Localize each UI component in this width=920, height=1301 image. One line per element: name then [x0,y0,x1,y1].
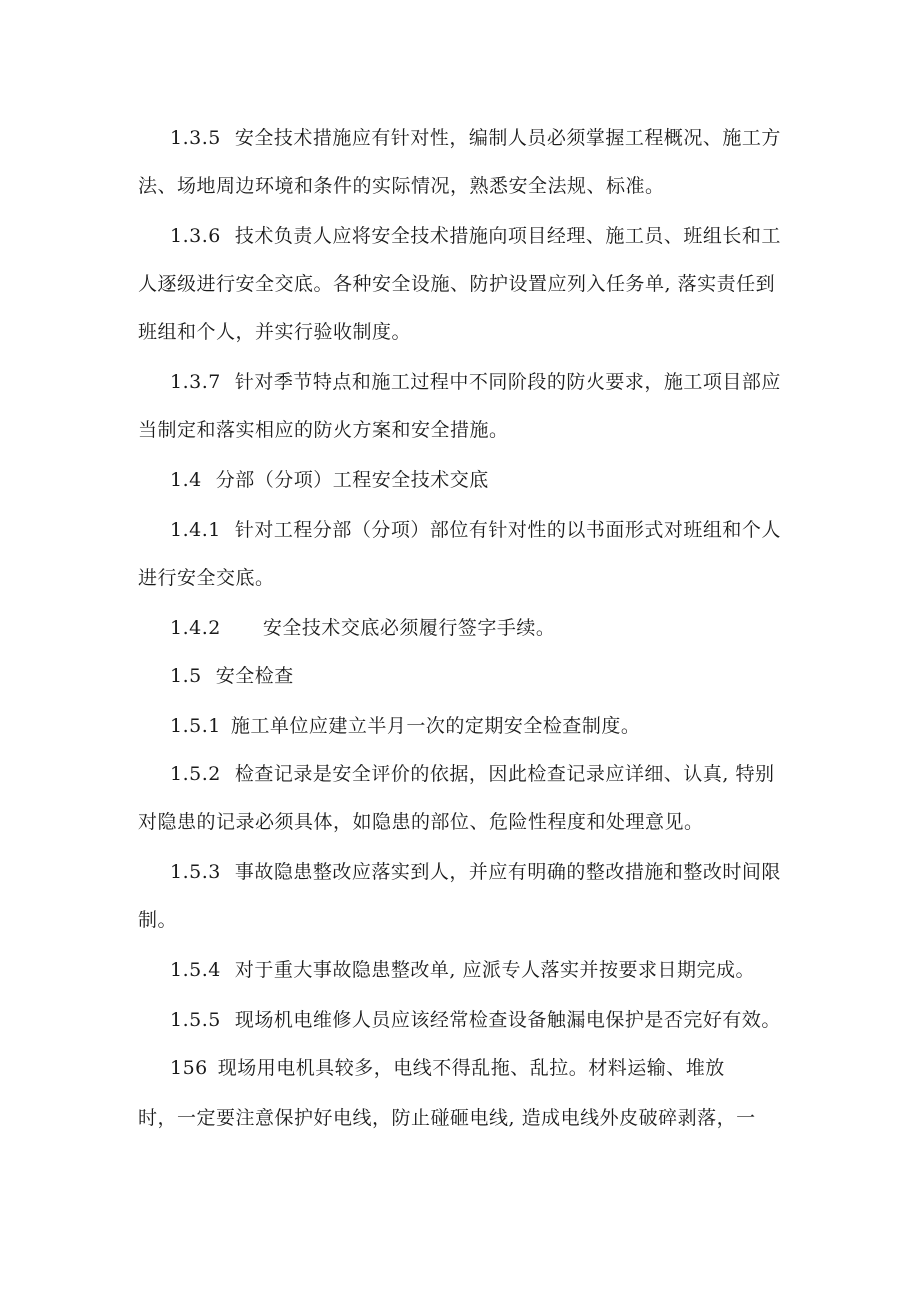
paragraph-line [170,958,755,982]
line-text: 当制定和落实相应的防火方案和安全措施。 [138,419,509,441]
line-text: 对隐患的记录必须具体，如隐患的部位、危险性程度和处理意见。 [138,811,704,833]
paragraph-line [138,418,509,442]
line-text: 制。 [138,909,178,931]
line-text: 现场机电维修人员应该经常检查设备触漏电保护是否完好有效。 [234,1009,781,1031]
paragraph-line [170,616,555,640]
paragraph-line [170,224,781,248]
paragraph-line [170,762,774,786]
line-text: 针对季节特点和施工过程中不同阶段的防火要求，施工项目部应 [234,371,781,393]
paragraph-line [170,370,781,394]
line-text: 现场用电机具较多，电线不得乱拖、乱拉。材料运输、堆放 [217,1057,725,1079]
section-number: 156 [170,1057,208,1079]
paragraph-line [170,1008,781,1032]
paragraph-line [138,174,665,198]
line-text: 时，一定要注意保护好电线，防止碰砸电线, 造成电线外皮破碎剥落，一 [138,1107,756,1129]
section-heading [170,468,489,492]
section-number: 1.4.1 [170,519,221,541]
line-text: 针对工程分部（分项）部位有针对性的以书面形式对班组和个人 [234,519,781,541]
paragraph-line [138,1106,756,1130]
section-number: 1.3.7 [170,371,221,393]
paragraph-line [138,566,275,590]
section-number: 1.5.4 [170,959,221,981]
line-text: 法、场地周边环境和条件的实际情况，熟悉安全法规、标准。 [138,175,665,197]
heading-text: 分部（分项）工程安全技术交底 [215,469,489,491]
line-text: 安全技术措施应有针对性，编制人员必须掌握工程概况、施工方 [234,127,781,149]
line-text: 班组和个人，并实行验收制度。 [138,321,412,343]
section-number: 1.3.6 [170,225,221,247]
line-text: 检查记录是安全评价的依据，因此检查记录应详细、认真, 特别 [234,763,775,785]
paragraph-line [138,908,177,932]
section-number: 1.5.2 [170,763,221,785]
section-number: 1.5.5 [170,1009,221,1031]
section-heading [170,664,294,688]
line-text: 安全技术交底必须履行签字手续。 [262,617,556,639]
section-number: 1.5.1 [170,715,221,737]
paragraph-line [138,320,411,344]
line-text: 技术负责人应将安全技术措施向项目经理、施工员、班组长和工 [234,225,781,247]
paragraph-line [138,272,775,296]
paragraph-line [170,518,781,542]
section-number: 1.5.3 [170,861,221,883]
line-text: 对于重大事故隐患整改单, 应派专人落实并按要求日期完成。 [234,959,755,981]
line-text: 事故隐患整改应落实到人，并应有明确的整改措施和整改时间限 [234,861,781,883]
line-text: 进行安全交底。 [138,567,275,589]
section-number: 1.3.5 [170,127,221,149]
section-number: 1.5 [170,665,202,687]
line-text: 施工单位应建立半月一次的定期安全检查制度。 [230,715,641,737]
section-number: 1.4 [170,469,202,491]
paragraph-line [138,810,704,834]
paragraph-line [170,714,640,738]
paragraph-line [170,126,781,150]
line-text: 人逐级进行安全交底。各种安全设施、防护设置应列入任务单, 落实责任到 [138,273,776,295]
section-number: 1.4.2 [170,617,221,639]
paragraph-line [170,1056,725,1080]
heading-text: 安全检查 [215,665,294,687]
paragraph-line [170,860,781,884]
